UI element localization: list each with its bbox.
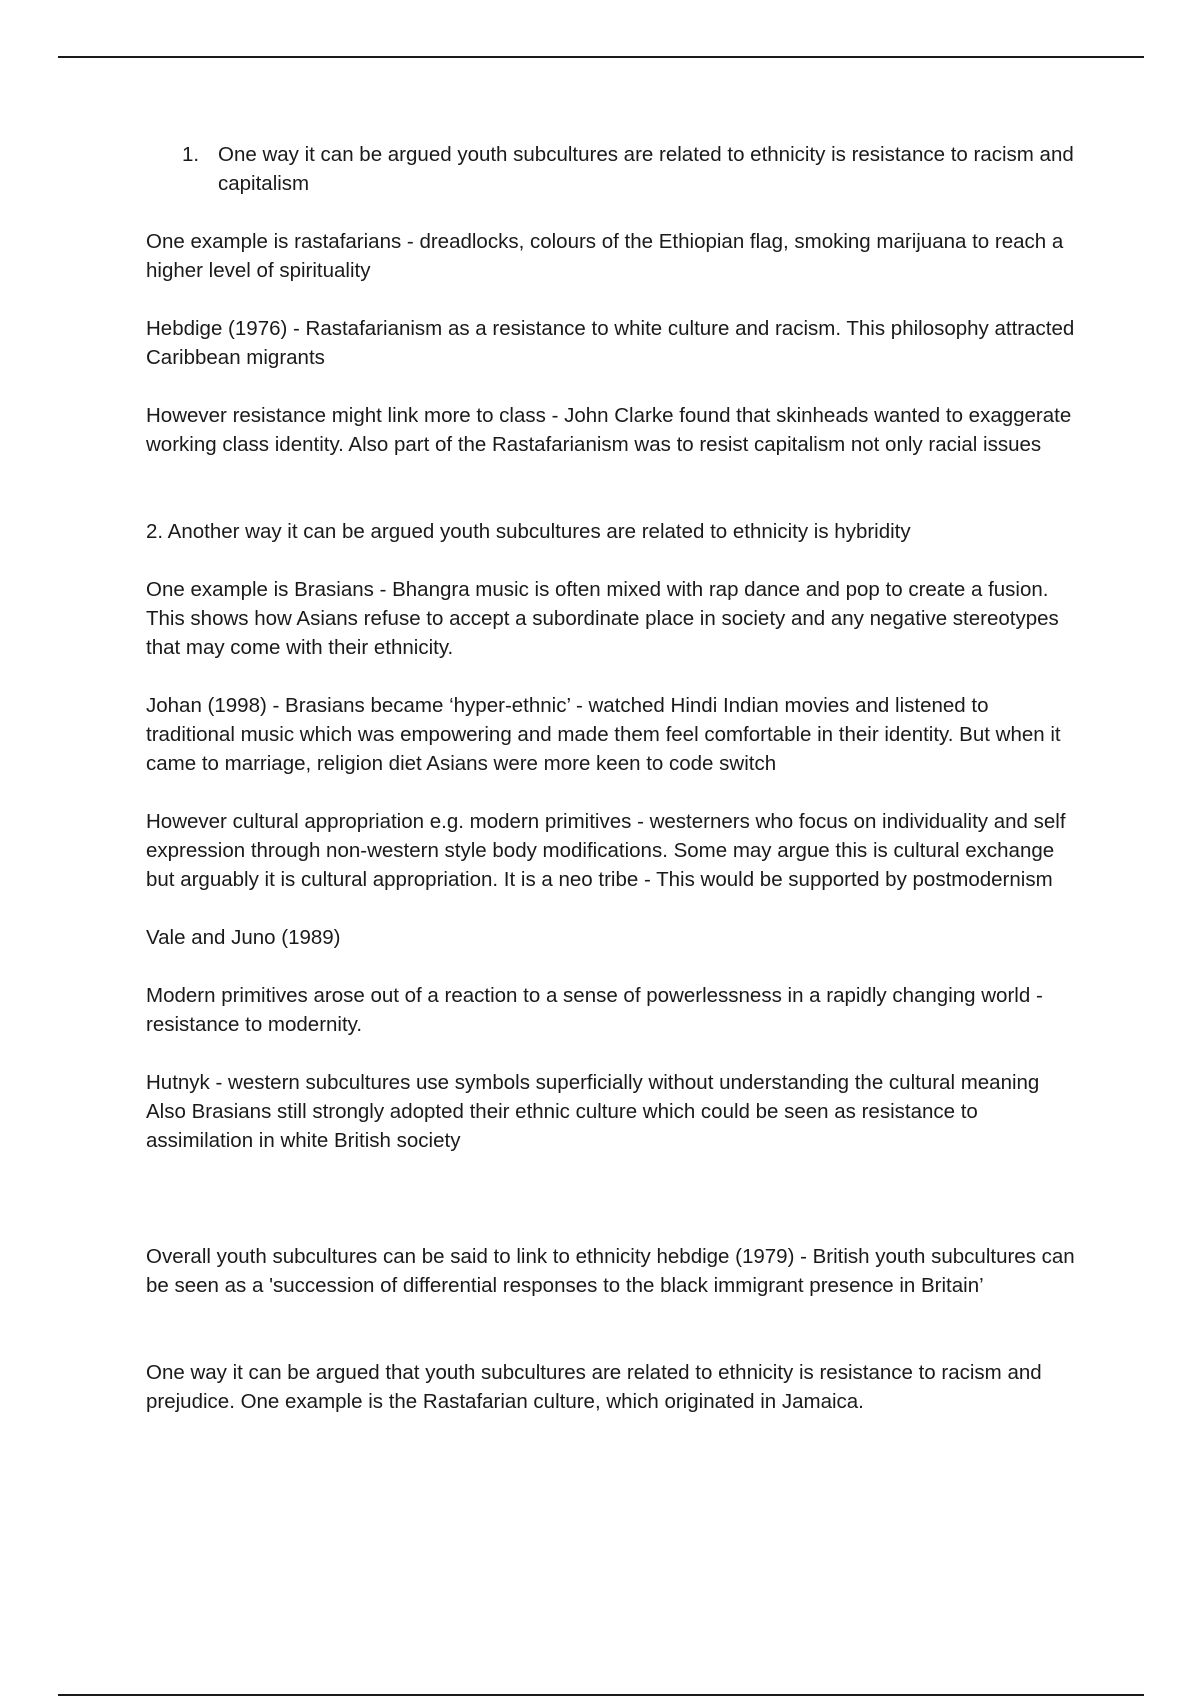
spacer: [146, 1184, 1076, 1242]
point-2-study-text: Modern primitives arose out of a reaction to a sense of powerlessness in a rapidly changing world - resistance to modernity.: [146, 984, 1043, 1036]
top-rule: [58, 56, 1144, 58]
spacer: [146, 488, 1076, 517]
point-2-heading: 2. Another way it can be argued youth subcultures are related to ethnicity is hybridity: [146, 520, 911, 543]
final-paragraph: One way it can be argued that youth subcultures are related to ethnicity is resistance to racism and prejudice. One example is the Rastafarian culture, which originated in Jamaica.: [146, 1361, 1042, 1413]
point-2-evaluation: However cultural appropriation e.g. modern primitives - westerners who focus on individuality and self expression through non-western style body modifications. Some may argue this is cultural exchange but arguably it is cultural appropriation. It is a neo tribe - This would be supported by postmodernism: [146, 810, 1066, 891]
list-number: 1.: [182, 143, 200, 166]
point-1-evaluation: However resistance might link more to class - John Clarke found that skinheads wanted to exaggerate working class identity. Also part of the Rastafarianism was to resist capitalism not only racial issues: [146, 404, 1072, 456]
point-2-study: Vale and Juno (1989): [146, 926, 341, 949]
document-body: [146, 140, 1076, 1445]
point-2-hutnyk: Hutnyk - western subcultures use symbols superficially without understanding the cultural meaning: [146, 1071, 1040, 1094]
point-1-heading: One way it can be argued youth subcultures are related to ethnicity is resistance to racism and capitalism: [218, 143, 1074, 195]
spacer: [146, 1329, 1076, 1358]
point-2-evidence: Johan (1998) - Brasians became ‘hyper-ethnic’ - watched Hindi Indian movies and listened to traditional music which was empowering and made them feel comfortable in their identity. But when it came to marriage, religion diet Asians were more keen to code switch: [146, 694, 1061, 775]
point-1-evidence: Hebdige (1976) - Rastafarianism as a resistance to white culture and racism. This philosophy attracted Caribbean migrants: [146, 317, 1075, 369]
bottom-rule: [58, 1694, 1144, 1696]
point-2-also: Also Brasians still strongly adopted their ethnic culture which could be seen as resistance to assimilation in white British society: [146, 1100, 978, 1152]
point-1-example: One example is rastafarians - dreadlocks, colours of the Ethiopian flag, smoking marijuana to reach a higher level of spirituality: [146, 230, 1064, 282]
point-1-heading-item: [146, 140, 1076, 198]
point-2-example: One example is Brasians - Bhangra music is often mixed with rap dance and pop to create a fusion. This shows how Asians refuse to accept a subordinate place in society and any negative stereotypes that may come with their ethnicity.: [146, 578, 1059, 659]
conclusion: Overall youth subcultures can be said to link to ethnicity hebdige (1979) - British youth subcultures can be seen as a 'succession of differential responses to the black immigrant presence in Britain’: [146, 1245, 1075, 1297]
